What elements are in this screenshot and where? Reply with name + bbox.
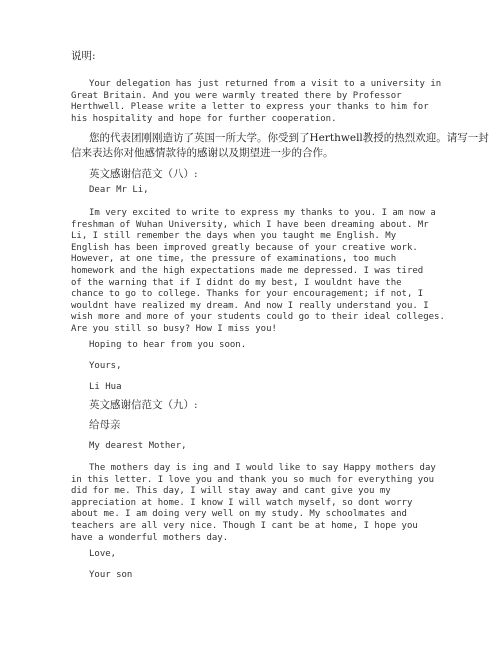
signature-text: Li Hua (89, 382, 122, 392)
text-line: wouldnt have realized my dream. And now I really understand you. I (71, 300, 429, 311)
text-line: 信来表达你对他感情款待的感谢以及期望进一步的合作。 (71, 147, 334, 159)
letter9-heading: 英文感谢信范文（九）: (89, 399, 198, 411)
letter9-subheading: 给母亲 (89, 419, 121, 431)
letter9-signoff (71, 549, 431, 561)
text-line: teachers are all very nice. Though I cant be at home, I hope you (71, 520, 418, 531)
text-line: English has been improved greatly because of your creative work. (71, 242, 418, 253)
intro-paragraph-en (71, 79, 442, 125)
letter8-signoff (71, 361, 431, 373)
letter9-body (71, 463, 436, 544)
letter8-greeting (71, 185, 431, 197)
text-line: did for me. This day, I will stay away and cant give you my (71, 486, 391, 497)
text-line: chance to go to college. Thanks for your encouragement; if not, I (71, 289, 424, 300)
text-line: in this letter. I love you and thank you so much for everything you (71, 474, 435, 485)
text-line: have a wonderful mothers day. (71, 532, 229, 543)
text-line: about me. I am doing very well on my study. My schoolmates and (71, 509, 407, 520)
greeting-text: My dearest Mother, (89, 441, 187, 451)
text-line: Your delegation has just returned from a visit to a university in (89, 79, 442, 89)
text-line: Are you still so busy? How I miss you! (71, 323, 277, 334)
text-line: However, at one time, the pressure of examinations, too much (71, 254, 397, 265)
text-line: 您的代表团刚刚造访了英国一所大学。你受到了Herthwell教授的热烈欢迎。请写一封 (89, 132, 489, 144)
letter8-closing (71, 340, 431, 352)
closing-text: Hoping to hear from you soon. (89, 340, 247, 350)
text-line: of the warning that if I didnt do my best, I wouldnt have the (71, 277, 402, 288)
text-line: Great Britain. And you were warmly treated there by Professor (71, 90, 402, 101)
greeting-text: Dear Mr Li, (89, 185, 149, 195)
text-line: his hospitality and hope for further cooperation. (71, 113, 337, 124)
text-line: Im very excited to write to express my thanks to you. I am now a (89, 208, 436, 218)
signature-text: Your son (89, 570, 133, 580)
signoff-text: Love, (89, 549, 117, 559)
text-line: wish more and more of your students could go to their ideal colleges. (71, 312, 445, 323)
letter9-signature (71, 570, 431, 582)
intro-paragraph-zh (71, 131, 489, 161)
note-heading: 说明: (71, 50, 96, 62)
text-line: appreciation at home. I know I will watch myself, so dont worry (71, 497, 413, 508)
letter8-heading: 英文感谢信范文（八）: (89, 168, 198, 180)
text-line: Li, I still remember the days when you taught me English. My (71, 231, 397, 242)
text-line: homework and the high expectations made me depressed. I was tired (71, 265, 424, 276)
text-line: The mothers day is ing and I would like to say Happy mothers day (89, 463, 436, 473)
signoff-text: Yours, (89, 361, 122, 371)
letter8-body (71, 208, 445, 336)
letter9-greeting (71, 441, 431, 453)
text-line: Herthwell. Please write a letter to express your thanks to him for (71, 102, 429, 113)
text-line: freshman of Wuhan University, which I have been dreaming about. Mr (71, 219, 429, 230)
letter8-signature (71, 382, 431, 394)
